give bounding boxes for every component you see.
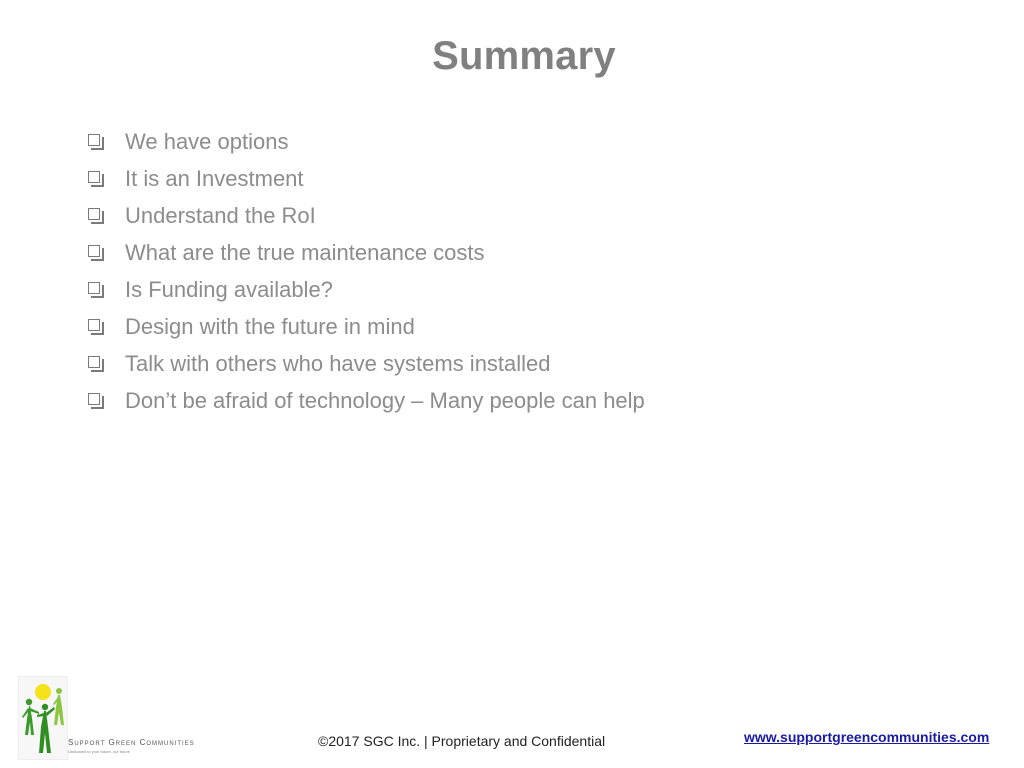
bullet-item: [88, 198, 645, 235]
checkbox-bullet-icon: [88, 134, 104, 150]
logo-company-name: Support Green Communities: [68, 738, 195, 747]
bullet-item: [88, 345, 645, 382]
bullet-item: [88, 308, 645, 345]
bullet-item: [88, 124, 645, 161]
bullet-text: What are the true maintenance costs: [125, 240, 485, 266]
company-logo: [18, 676, 198, 762]
checkbox-bullet-icon: [88, 245, 104, 261]
bullet-text: It is an Investment: [125, 166, 304, 192]
slide-title: Summary: [432, 34, 616, 78]
checkbox-bullet-icon: [88, 208, 104, 224]
checkbox-bullet-icon: [88, 319, 104, 335]
footer-copyright: ©2017 SGC Inc. | Proprietary and Confidential: [318, 733, 606, 749]
bullet-item: [88, 382, 645, 419]
bullet-text: Understand the RoI: [125, 203, 316, 229]
bullet-item: [88, 161, 645, 198]
bullet-text: Talk with others who have systems installed: [125, 350, 551, 376]
bullet-text: Is Funding available?: [125, 277, 333, 302]
bullet-text: Design with the future in mind: [125, 313, 415, 339]
checkbox-bullet-icon: [88, 356, 104, 372]
checkbox-bullet-icon: [88, 282, 104, 298]
logo-tagline: Dedicated to your future, our future: [68, 749, 131, 754]
bullet-item: [88, 272, 645, 309]
checkbox-bullet-icon: [88, 171, 104, 187]
people-logo-icon: [18, 676, 68, 760]
bullet-list: [88, 124, 645, 419]
website-link[interactable]: www.supportgreencommunities.com: [744, 729, 990, 745]
bullet-text: We have options: [125, 129, 289, 155]
bullet-item: [88, 235, 645, 272]
checkbox-bullet-icon: [88, 393, 104, 409]
bullet-text: Don’t be afraid of technology – Many people can help: [125, 387, 645, 413]
